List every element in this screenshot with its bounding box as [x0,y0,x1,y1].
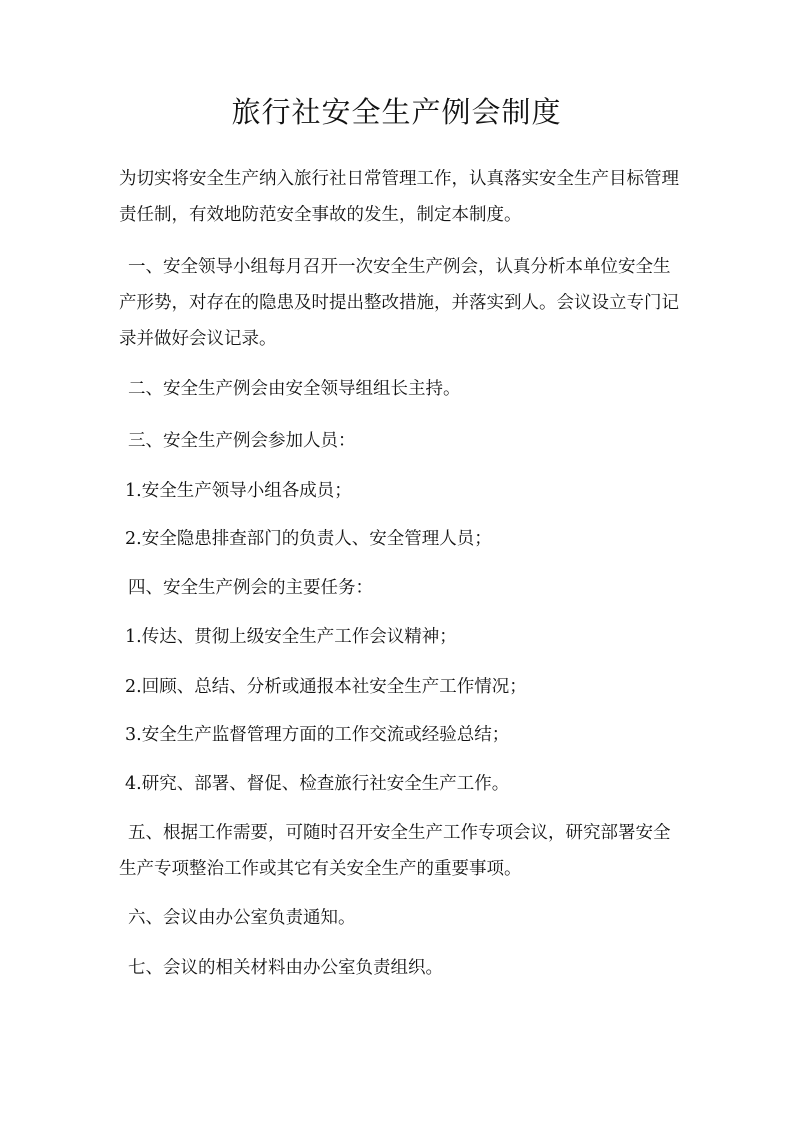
section-1-paragraph: 一、安全领导小组每月召开一次安全生产例会，认真分析本单位安全生产形势，对存在的隐患及时提出整改措施，并落实到人。会议设立专门记录并做好会议记录。 [119,257,679,349]
intro-paragraph: 为切实将安全生产纳入旅行社日常管理工作，认真落实安全生产目标管理责任制，有效地防范安全事故的发生，制定本制度。 [119,169,679,225]
section-3-item-2: 2.安全隐患排查部门的负责人、安全管理人员； [125,529,492,549]
section-3-heading: 三、安全生产例会参加人员： [128,431,356,451]
section-2-paragraph: 二、安全生产例会由安全领导组组长主持。 [128,379,461,399]
section-4-item-3: 3.安全生产监督管理方面的工作交流或经验总结； [125,725,510,745]
section-4-heading: 四、安全生产例会的主要任务： [128,578,373,598]
section-4-item-2: 2.回顾、总结、分析或通报本社安全生产工作情况； [125,677,527,697]
section-6-paragraph: 六、会议由办公室负责通知。 [128,908,356,928]
section-4-item-4: 4.研究、部署、督促、检查旅行社安全生产工作。 [125,774,510,794]
section-3-item-1: 1.安全生产领导小组各成员； [125,481,352,501]
section-5-paragraph: 五、根据工作需要，可随时召开安全生产工作专项会议，研究部署安全生产专项整治工作或其它有关安全生产的重要事项。 [119,823,671,879]
section-4-item-1: 1.传达、贯彻上级安全生产工作会议精神； [125,627,457,647]
section-7-paragraph: 七、会议的相关材料由办公室负责组织。 [128,958,443,978]
document-title: 旅行社安全生产例会制度 [231,95,562,129]
